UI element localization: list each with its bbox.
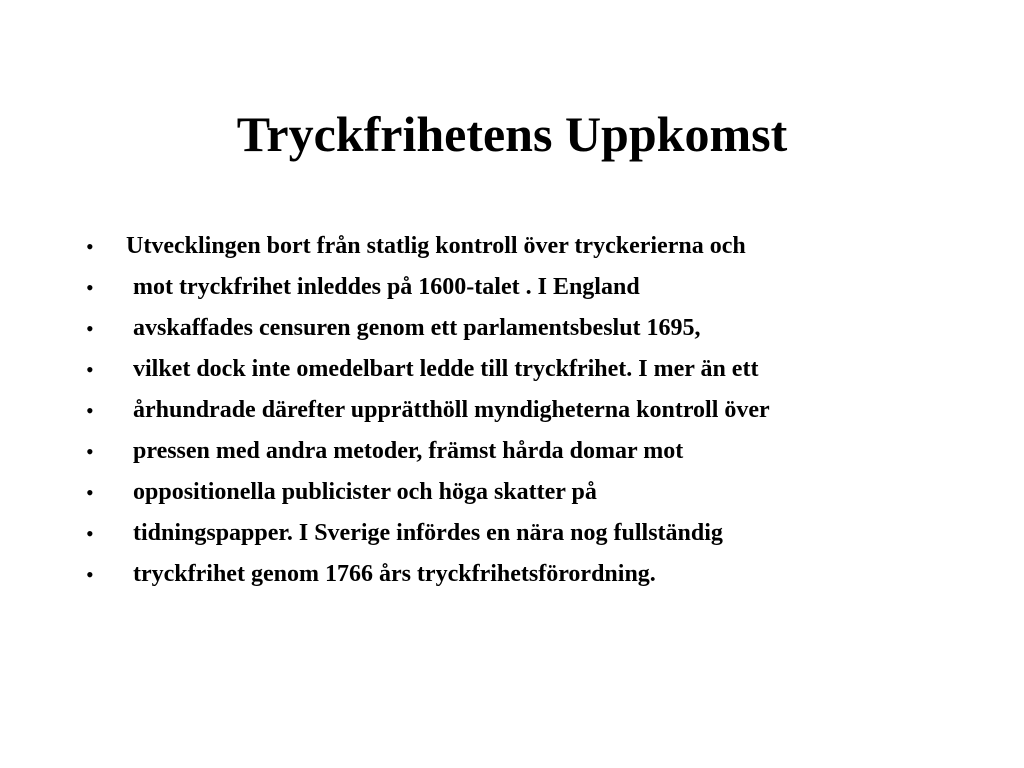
bullet-dot-icon: • xyxy=(86,398,94,423)
slide-title: Tryckfrihetens Uppkomst xyxy=(236,106,788,162)
bullet-dot-icon: • xyxy=(86,275,94,300)
bullet-item xyxy=(86,308,986,349)
bullet-text: tidningspapper. I Sverige infördes en nära nog fullständig xyxy=(133,520,723,546)
bullet-item xyxy=(86,513,986,554)
bullet-dot-icon: • xyxy=(86,439,94,464)
bullet-text: oppositionella publicister och höga skatter på xyxy=(133,479,597,505)
bullet-text: Utvecklingen bort från statlig kontroll över tryckerierna och xyxy=(126,233,746,259)
bullet-text: avskaffades censuren genom ett parlamentsbeslut 1695, xyxy=(133,315,701,341)
bullet-item xyxy=(86,431,986,472)
bullet-list xyxy=(86,226,986,595)
bullet-text: århundrade därefter upprätthöll myndigheterna kontroll över xyxy=(133,397,770,423)
bullet-item xyxy=(86,349,986,390)
bullet-dot-icon: • xyxy=(86,480,94,505)
bullet-dot-icon: • xyxy=(86,357,94,382)
bullet-text: tryckfrihet genom 1766 års tryckfrihetsförordning. xyxy=(133,561,656,587)
bullet-dot-icon: • xyxy=(86,521,94,546)
bullet-item xyxy=(86,554,986,595)
bullet-dot-icon: • xyxy=(86,562,94,587)
bullet-item xyxy=(86,472,986,513)
bullet-dot-icon: • xyxy=(86,234,94,259)
bullet-text: vilket dock inte omedelbart ledde till tryckfrihet. I mer än ett xyxy=(133,356,759,382)
bullet-item xyxy=(86,390,986,431)
bullet-dot-icon: • xyxy=(86,316,94,341)
bullet-text: pressen med andra metoder, främst hårda domar mot xyxy=(133,438,684,464)
bullet-text: mot tryckfrihet inleddes på 1600-talet . I England xyxy=(133,274,640,300)
bullet-item xyxy=(86,267,986,308)
bullet-item xyxy=(86,226,986,267)
